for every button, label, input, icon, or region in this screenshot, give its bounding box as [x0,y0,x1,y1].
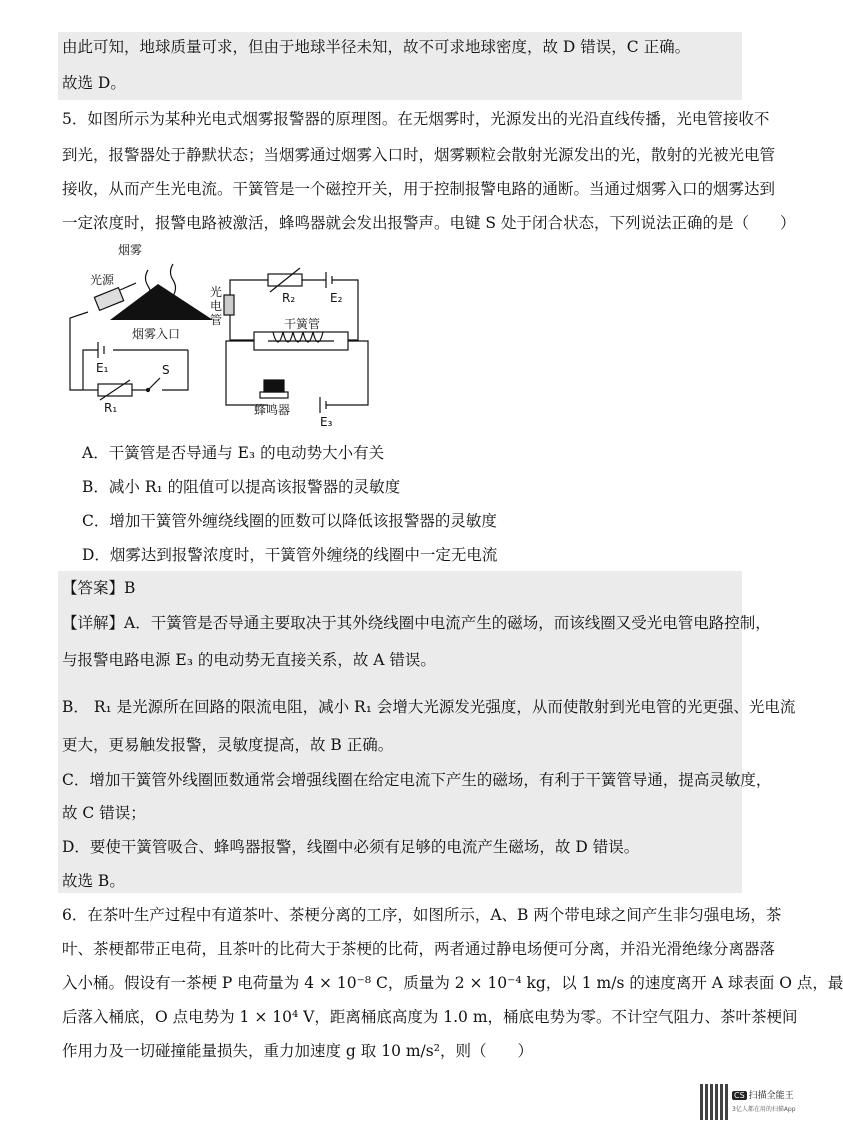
smoke-label: 烟雾 [118,243,143,257]
q6-stem-line: 叶、茶梗都带正电荷，且茶叶的比荷大于茶梗的比荷，两者通过静电场便可分离，并沿光滑绝缘分离器落 [62,940,776,958]
q5-stem-line: 一定浓度时，报警电路被激活，蜂鸣器就会发出报警声。电键 S 处于闭合状态，下列说法正确的是（ ） [62,214,796,232]
qr-code-icon [700,1084,728,1120]
smoke-inlet-label: 烟雾入口 [132,327,181,341]
phototube-label: 电 [210,299,223,313]
option-a: A．干簧管是否导通与 E₃ 的电动势大小有关 [82,444,385,462]
answer: 【答案】B [62,579,136,597]
option-d: D．烟雾达到报警浓度时，干簧管外缠绕的线圈中一定无电流 [82,546,498,564]
q5-stem-line: 接收，从而产生光电流。干簧管是一个磁控开关，用于控制报警电路的通断。当通过烟雾入口的烟雾达到 [62,180,776,198]
e2-label: E₂ [330,291,343,305]
q6-stem-line: 6．在茶叶生产过程中有道茶叶、茶梗分离的工序，如图所示，A、B 两个带电球之间产生非匀强电场，茶 [62,906,782,924]
q6-stem-line: 入小桶。假设有一茶梗 P 电荷量为 4 × 10⁻⁸ C，质量为 2 × 10⁻⁴ kg，以 1 m/s 的速度离开 A 球表面 O 点，最 [62,974,843,992]
e1-label: E₁ [96,361,109,375]
analysis-line: 【详解】A．干簧管是否导通主要取决于其外绕线圈中电流产生的磁场，而该线圈又受光电管电路控制， [62,614,771,632]
q5-stem-line: 到光，报警器处于静默状态；当烟雾通过烟雾入口时，烟雾颗粒会散射光源发出的光，散射的光被光电管 [62,146,776,164]
watermark-brand: 扫描全能王 [748,1091,794,1101]
analysis-line: 故 C 错误； [62,804,146,822]
prev-analysis-line: 由此可知，地球质量可求，但由于地球半径未知，故不可求地球密度，故 D 错误，C 正确。 [62,38,691,56]
r2-label: R₂ [282,291,296,305]
prev-conclusion: 故选 D。 [62,74,126,92]
analysis-line: B． R₁ 是光源所在回路的限流电阻，减小 R₁ 会增大光源发光强度，从而使散射到光电管的光更强、光电流 [62,698,796,716]
switch-s-label: S [162,363,170,377]
watermark-subtitle: 3亿人都在用的扫描App [732,1106,796,1113]
e3-label: E₃ [320,415,333,429]
phototube-label: 光 [210,285,223,299]
q5-stem-line: 5．如图所示为某种光电式烟雾报警器的原理图。在无烟雾时，光源发出的光沿直线传播，光电管接收不 [62,110,770,128]
reed-switch-label: 干簧管 [284,317,321,331]
option-b: B．减小 R₁ 的阻值可以提高该报警器的灵敏度 [82,478,401,496]
cs-logo-icon: CS [734,1091,745,1100]
scanner-watermark [700,1084,796,1124]
analysis-conclusion: 故选 B。 [62,872,125,890]
smoke-alarm-circuit-diagram [58,240,388,430]
phototube-label: 管 [210,313,223,327]
light-source-label: 光源 [90,273,115,287]
analysis-line: 与报警电路电源 E₃ 的电动势无直接关系，故 A 错误。 [62,651,436,669]
analysis-line: 更大，更易触发报警，灵敏度提高，故 B 正确。 [62,736,394,754]
analysis-line: C．增加干簧管外线圈匝数通常会增强线圈在给定电流下产生的磁场，有利于干簧管导通，提高灵敏度， [62,771,772,789]
analysis-line: D．要使干簧管吸合、蜂鸣器报警，线圈中必须有足够的电流产生磁场，故 D 错误。 [62,838,640,856]
r1-label: R₁ [104,401,118,415]
q6-stem-line: 后落入桶底，O 点电势为 1 × 10⁴ V，距离桶底高度为 1.0 m，桶底电势为零。不计空气阻力、茶叶茶梗间 [62,1008,798,1026]
q6-stem-line: 作用力及一切碰撞能量损失，重力加速度 g 取 10 m/s²，则（ ） [62,1042,533,1060]
option-c: C．增加干簧管外缠绕线圈的匝数可以降低该报警器的灵敏度 [82,512,497,530]
buzzer-label: 蜂鸣器 [254,403,291,417]
